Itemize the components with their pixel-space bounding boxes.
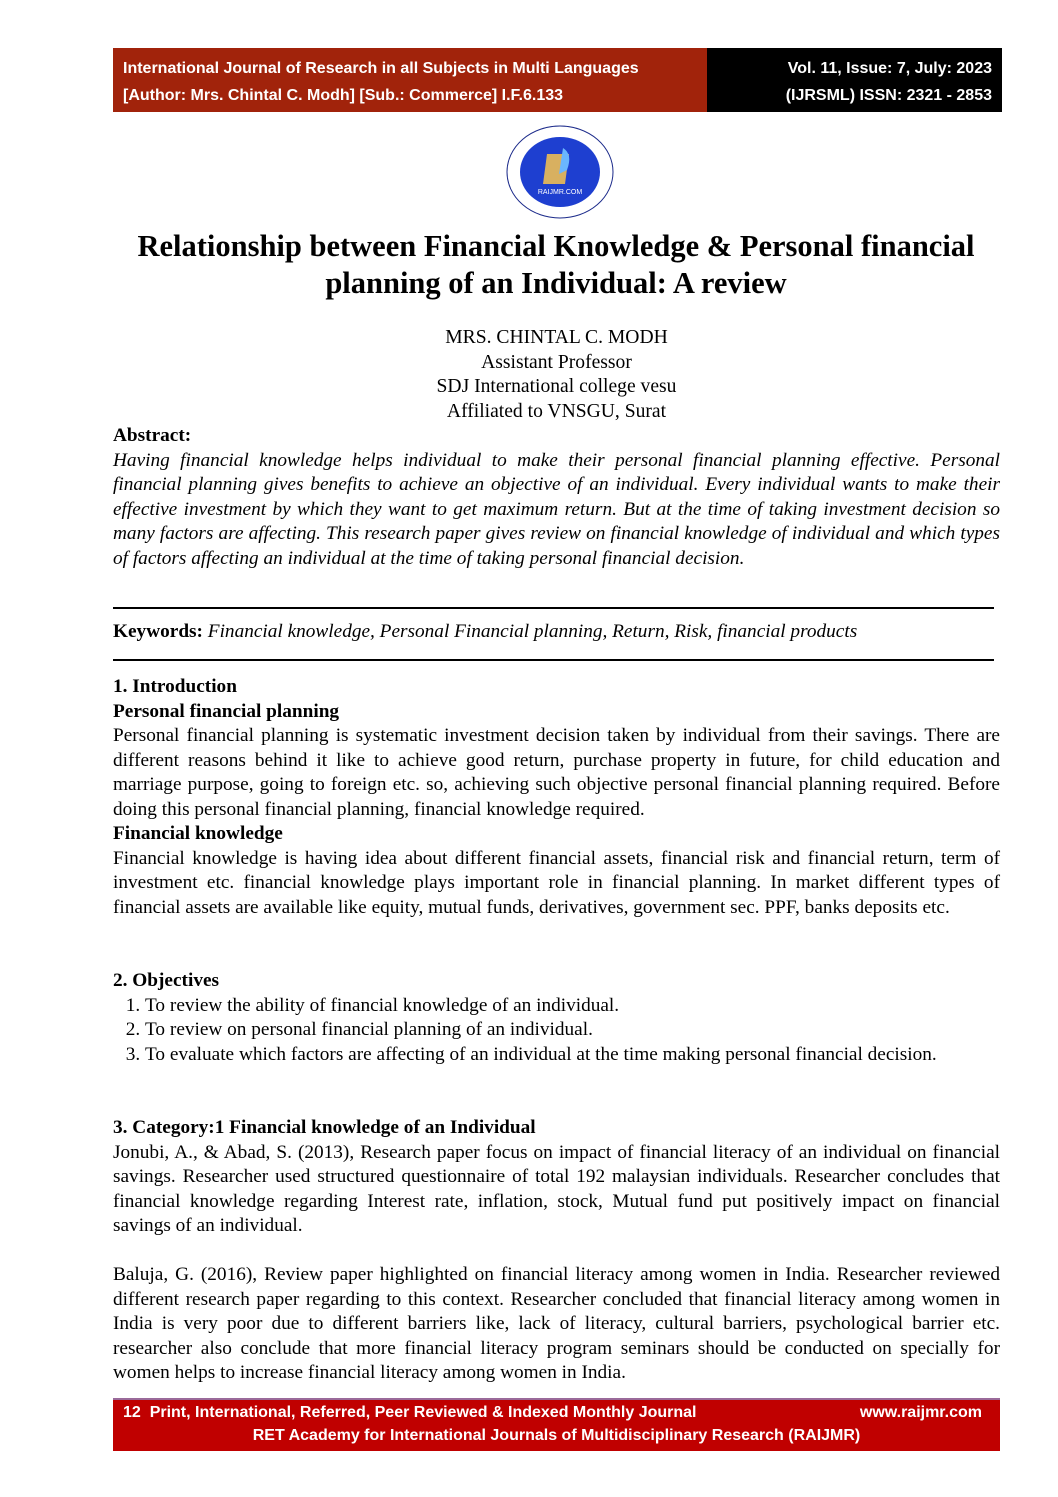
abstract-label: Abstract: <box>113 425 192 446</box>
objective-item: 1. To review the ability of financial knowledge of an individual. <box>145 994 1000 1019</box>
footer-tagline: Print, International, Referred, Peer Reviewed & Indexed Monthly Journal <box>149 1404 697 1421</box>
journal-header <box>113 48 1002 112</box>
category-section <box>113 1116 1000 1386</box>
review-paragraph: Jonubi, A., & Abad, S. (2013), Research paper focus on impact of financial literacy of an individual on financial savings. Researcher used structured questionnaire of total 192 malaysian individuals. Researcher concludes that financial knowledge regarding Interest rate, inflation, stock, Mutual fund put positively impact on financial savings of an individual. <box>113 1141 1000 1236</box>
review-paragraph: Baluja, G. (2016), Review paper highlighted on financial literacy among women in India. Researcher reviewed different research paper regarding to this context. Researcher concluded that financial literacy among women in India is very poor due to different barriers like, lack of literacy, cultural barriers, psychological barrier etc. researcher also conclude that more financial literacy program seminars should be conducted on specially for women helps to increase financial literacy among women in India. <box>113 1264 1000 1383</box>
author-affiliation: Affiliated to VNSGU, Surat <box>446 400 667 422</box>
abstract-text: Having financial knowledge helps individual to make their personal financial planning effective. Personal financial planning gives benefits to achieve an objective of an individual. Every individual wants to make their effective investment by which they want to get maximum return. But at the time of taking investment decision so many factors are affecting. This research paper gives review on financial knowledge of individual and which types of factors affecting an individual at the time of taking personal financial decision. <box>113 449 1000 569</box>
introduction-section <box>113 675 1000 920</box>
keywords-label: Keywords: <box>113 621 203 642</box>
journal-footer <box>113 1398 1000 1451</box>
issn-info: (IJRSML) ISSN: 2321 - 2853 <box>785 87 992 104</box>
footer-publisher: RET Academy for International Journals of Multidisciplinary Research (RAIJMR) <box>252 1427 861 1444</box>
header-right <box>707 48 1002 112</box>
footer-url[interactable]: www.raijmr.com <box>859 1404 982 1421</box>
page-number: 12 <box>123 1404 141 1421</box>
objectives-list <box>113 994 1000 1068</box>
author-position: Assistant Professor <box>481 351 632 373</box>
objective-item: 3. To evaluate which factors are affecting of an individual at the time making personal financial decision. <box>145 1043 1000 1068</box>
intro-subheading: Financial knowledge <box>113 823 283 844</box>
objective-item: 2. To review on personal financial planning of an individual. <box>145 1018 1000 1043</box>
intro-paragraph: Financial knowledge is having idea about different financial assets, financial risk and financial return, term of investment etc. financial knowledge plays important role in financial planning. In market different types of financial assets are available like equity, mutual funds, derivatives, government sec. PPF, banks deposits etc. <box>113 847 1000 918</box>
intro-paragraph: Personal financial planning is systematic investment decision taken by individual from their savings. There are different reasons behind it like to achieve good return, purchase property in future, for child education and marriage purpose, going to foreign etc. so, achieving such objective personal financial planning required. Before doing this personal financial planning, financial knowledge required. <box>113 725 1000 820</box>
category-heading: 3. Category:1 Financial knowledge of an Individual <box>113 1117 536 1138</box>
author-institution: SDJ International college vesu <box>436 376 677 397</box>
author-line: [Author: Mrs. Chintal C. Modh] [Sub.: Commerce] I.F.6.133 <box>123 87 564 104</box>
intro-subheading: Personal financial planning <box>113 700 340 722</box>
divider <box>113 607 994 609</box>
author-name: MRS. CHINTAL C. MODH <box>445 327 668 348</box>
raijmr-logo <box>505 124 615 220</box>
paper-title: Relationship between Financial Knowledge & Personal financial planning of an Individual: A review <box>137 229 975 300</box>
objectives-section <box>113 969 1000 1067</box>
objectives-heading: 2. Objectives <box>113 970 220 991</box>
volume-info: Vol. 11, Issue: 7, July: 2023 <box>787 60 992 77</box>
keywords <box>113 620 1000 645</box>
keywords-text: Financial knowledge, Personal Financial planning, Return, Risk, financial products <box>207 621 858 642</box>
svg-text:RAIJMR.COM: RAIJMR.COM <box>537 189 583 196</box>
header-left <box>113 48 707 112</box>
intro-heading: 1. Introduction <box>113 676 237 697</box>
journal-name: International Journal of Research in all Subjects in Multi Languages <box>123 60 639 77</box>
author-block <box>113 326 1000 424</box>
divider <box>113 659 994 661</box>
abstract-section <box>113 424 1000 571</box>
